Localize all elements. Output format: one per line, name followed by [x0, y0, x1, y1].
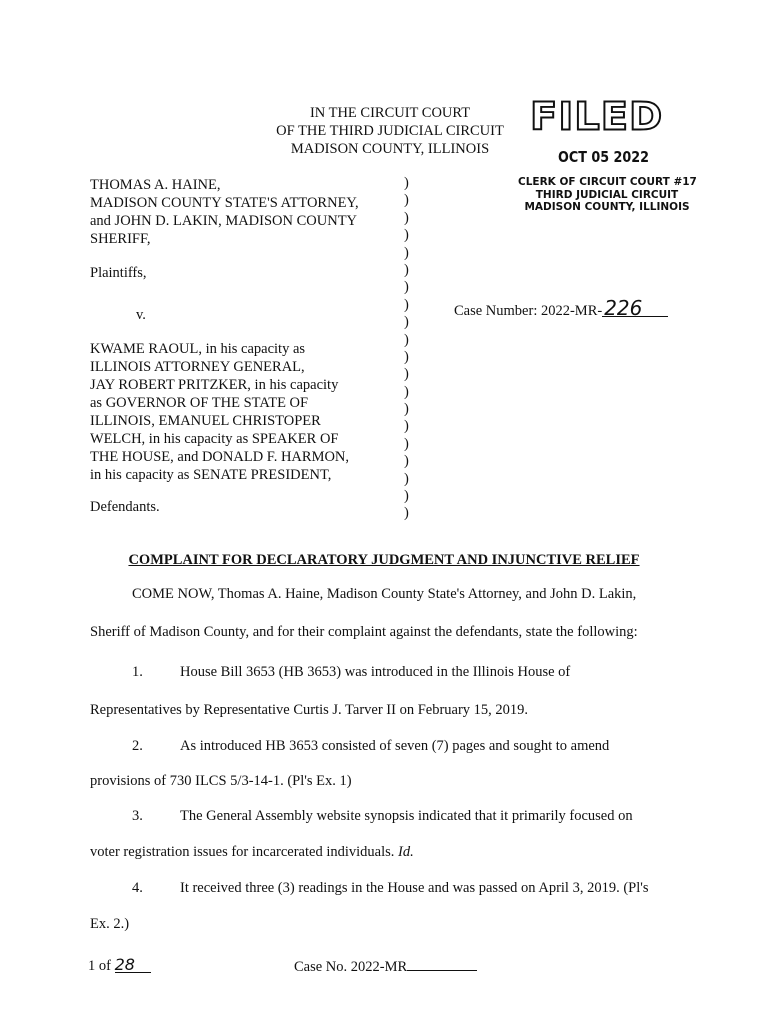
footer-case-label: Case No. 2022-MR — [294, 959, 408, 975]
paragraph-number: 4. — [132, 880, 143, 896]
defendant-line: KWAME RAOUL, in his capacity as — [90, 341, 306, 357]
paragraph-3-line-1: The General Assembly website synopsis indicated that it primarily focused on — [180, 808, 633, 824]
case-number-handwritten: 226 — [602, 300, 668, 317]
paragraph-1-line-2: Representatives by Representative Curtis J. Tarver II on February 15, 2019. — [90, 702, 529, 718]
defendant-line: THE HOUSE, and DONALD F. HARMON, — [90, 449, 350, 465]
filed-stamp-clerk — [518, 176, 696, 214]
court-county: MADISON COUNTY, ILLINOIS — [290, 141, 490, 157]
versus: v. — [136, 307, 146, 323]
plaintiff-line: SHERIFF, — [90, 231, 151, 247]
plaintiff-line: THOMAS A. HAINE, — [90, 177, 221, 193]
defendant-line: ILLINOIS, EMANUEL CHRISTOPER — [90, 413, 321, 429]
stamp-county-line: MADISON COUNTY, ILLINOIS — [524, 201, 690, 213]
paragraph-3-line-2 — [90, 844, 414, 861]
case-number-label: Case Number: 2022-MR- — [454, 303, 603, 319]
defendants-block — [90, 340, 349, 484]
court-circuit: OF THE THIRD JUDICIAL CIRCUIT — [276, 123, 504, 139]
defendant-line: WELCH, in his capacity as SPEAKER OF — [90, 431, 339, 447]
paragraph-3-text: voter registration issues for incarcerated individuals. — [90, 844, 399, 860]
defendant-line: in his capacity as SENATE PRESIDENT, — [90, 467, 332, 483]
complaint-title: COMPLAINT FOR DECLARATORY JUDGMENT AND INJUNCTIVE RELIEF — [128, 552, 640, 568]
id-citation: Id. — [398, 844, 414, 860]
defendant-line: ILLINOIS ATTORNEY GENERAL, — [90, 359, 305, 375]
plaintiffs-block — [90, 176, 359, 248]
court-caption — [262, 104, 518, 158]
intro-line-1: COME NOW, Thomas A. Haine, Madison County State's Attorney, and John D. Lakin, — [132, 586, 637, 602]
footer-case-number — [294, 958, 477, 976]
case-number — [454, 296, 668, 320]
paragraph-number: 2. — [132, 738, 143, 754]
caption-parentheses: ) ) ) ) ) ) ) ) ) ) ) ) ) ) ) ) ) ) ) ) — [404, 175, 409, 522]
filed-stamp-date: OCT 05 2022 — [558, 148, 650, 166]
filed-stamp-word: FILED — [530, 95, 664, 139]
stamp-clerk-line: CLERK OF CIRCUIT COURT #17 — [518, 176, 697, 188]
plaintiffs-label: Plaintiffs, — [90, 265, 147, 281]
court-name: IN THE CIRCUIT COURT — [309, 105, 471, 121]
paragraph-number: 3. — [132, 808, 143, 824]
page-total-handwritten: 28 — [115, 958, 151, 973]
paragraph-number: 1. — [132, 664, 143, 680]
defendants-label: Defendants. — [90, 499, 160, 515]
paragraph-1-line-1: House Bill 3653 (HB 3653) was introduced in the Illinois House of — [180, 664, 571, 680]
stamp-circuit-line: THIRD JUDICIAL CIRCUIT — [535, 188, 679, 201]
paragraph-2-line-2: provisions of 730 ILCS 5/3-14-1. (Pl's Ex. 1) — [90, 773, 352, 789]
defendant-line: as GOVERNOR OF THE STATE OF — [90, 395, 309, 411]
intro-line-2: Sheriff of Madison County, and for their complaint against the defendants, state the following: — [90, 624, 638, 640]
page-number-prefix: 1 of — [88, 958, 115, 974]
paragraph-4-line-2: Ex. 2.) — [90, 916, 130, 932]
paragraph-2-line-1: As introduced HB 3653 consisted of seven (7) pages and sought to amend — [180, 738, 610, 754]
paragraph-4-line-1: It received three (3) readings in the House and was passed on April 3, 2019. (Pl's — [180, 880, 649, 896]
page-number — [88, 955, 151, 975]
defendant-line: JAY ROBERT PRITZKER, in his capacity — [90, 377, 339, 393]
footer-case-blank — [407, 958, 477, 971]
plaintiff-line: MADISON COUNTY STATE'S ATTORNEY, — [90, 195, 359, 211]
plaintiff-line: and JOHN D. LAKIN, MADISON COUNTY — [90, 213, 358, 229]
